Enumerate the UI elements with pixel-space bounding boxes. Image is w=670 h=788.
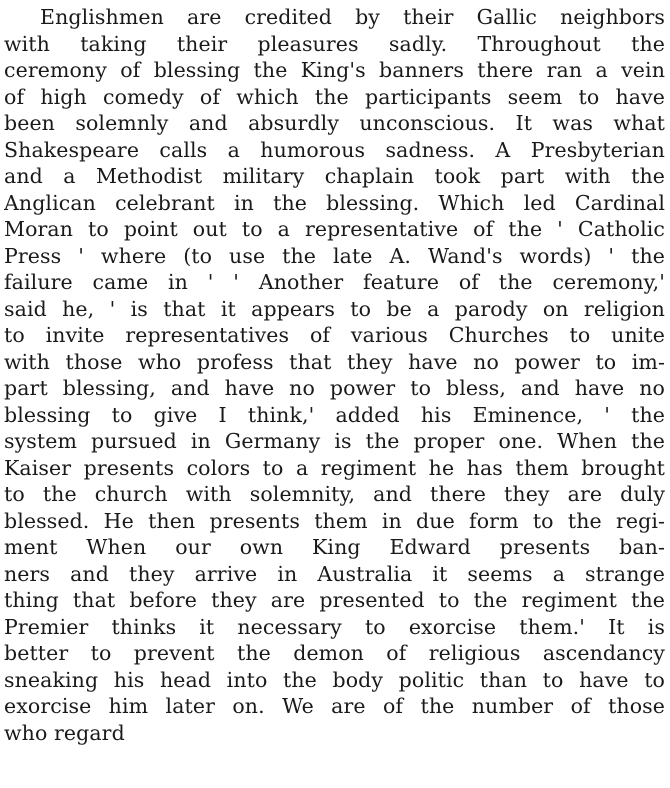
text-line: been solemnly and absurdly unconscious. It was what: [4, 111, 665, 135]
text-line: with those who profess that they have no power to im-: [4, 349, 665, 374]
text-line: failure came in ' ' Another feature of the ceremony,': [4, 270, 665, 294]
text-line: blessed. He then presents them in due form to the regi-: [4, 508, 665, 533]
text-line: and a Methodist military chaplain took part with the: [4, 164, 665, 188]
text-line: Englishmen are credited by their Gallic neighbors: [40, 5, 665, 29]
text-line: to invite representatives of various Churches to unite: [4, 323, 665, 347]
text-line: of high comedy of which the participants seem to have: [4, 84, 665, 109]
text-line: Shakespeare calls a humorous sadness. A Presbyterian: [4, 137, 665, 162]
text-line: sneaking his head into the body politic than to have to: [4, 667, 665, 692]
text-line: ment When our own King Edward presents ban-: [4, 535, 665, 559]
text-line: with taking their pleasures sadly. Throughout the: [4, 31, 665, 56]
text-line: system pursued in Germany is the proper one. When the: [4, 429, 665, 453]
text-line: blessing to give I think,' added his Eminence, ' the: [4, 402, 665, 427]
text-line: part blessing, and have no power to bless, and have no: [4, 376, 665, 400]
text-line: said he, ' is that it appears to be a parody on religion: [4, 296, 665, 321]
text-line: to the church with solemnity, and there they are duly: [4, 482, 665, 506]
article-body: [4, 4, 665, 746]
text-line: thing that before they are presented to the regiment the: [4, 588, 665, 612]
text-line: Moran to point out to a representative of the ' Catholic: [4, 217, 665, 241]
text-line: who regard: [4, 720, 125, 745]
text-line: better to prevent the demon of religious ascendancy: [4, 641, 665, 665]
text-line: Kaiser presents colors to a regiment he has them brought: [4, 455, 665, 480]
text-line: ceremony of blessing the King's banners there ran a vein: [4, 58, 665, 82]
text-line: ners and they arrive in Australia it seems a strange: [4, 561, 665, 586]
text-line: Premier thinks it necessary to exorcise them.' It is: [4, 614, 665, 639]
text-line: Anglican celebrant in the blessing. Which led Cardinal: [4, 190, 665, 215]
text-line: Press ' where (to use the late A. Wand's words) ' the: [4, 243, 665, 268]
text-line: exorcise him later on. We are of the number of those: [4, 694, 665, 718]
